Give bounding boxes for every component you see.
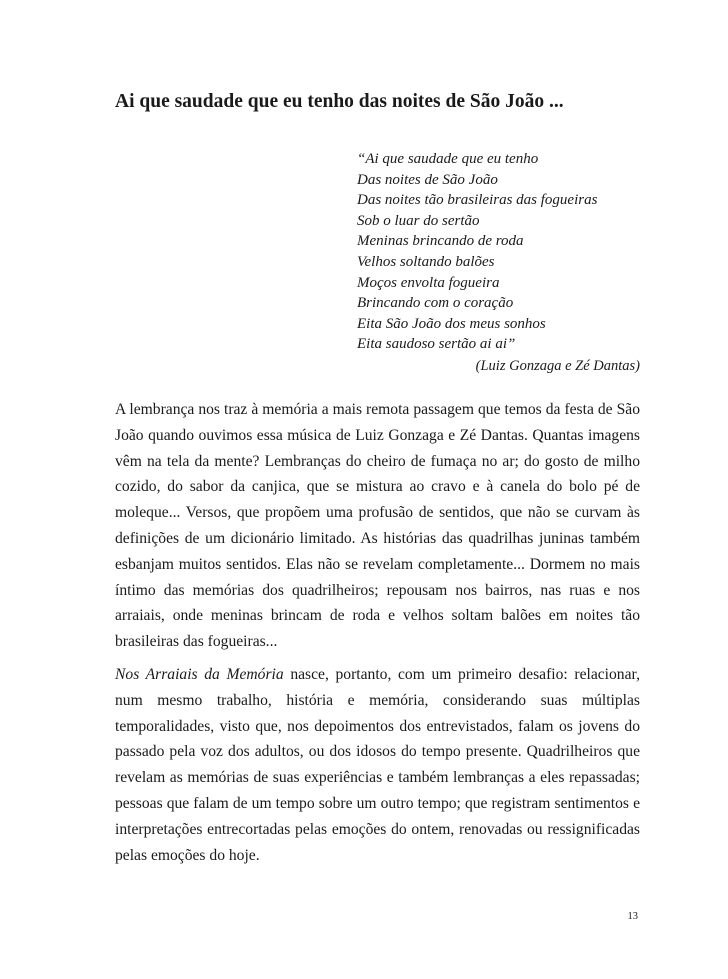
epigraph-attribution: (Luiz Gonzaga e Zé Dantas) (475, 357, 640, 374)
page-title: Ai que saudade que eu tenho das noites de São João ... (115, 91, 564, 112)
epigraph-line: “Ai que saudade que eu tenho (357, 151, 539, 167)
epigraph-line: Meninas brincando de roda (357, 233, 524, 250)
body-text (115, 397, 640, 868)
epigraph-line: Velhos soltando balões (357, 253, 495, 270)
epigraph-line: Eita saudoso sertão ai ai” (357, 336, 516, 353)
epigraph-line: Eita São João dos meus sonhos (357, 315, 546, 332)
paragraph-text: nasce, portanto, com um primeiro desafio: relacionar, num mesmo trabalho, história e memória, considerando suas múltiplas temporalidades, visto que, nos depoimentos dos entrevistados, falam os jovens do passado pela voz dos adultos, ou dos idosos do tempo presente. Quadrilheiros que revelam as memórias de suas experiências e também lembranças a eles repassadas; pessoas que falam de um tempo sobre um outro tempo; que registram sentimentos e interpretações entrecortadas pelas emoções do ontem, renovadas ou ressignificadas pelas emoções do hoje. (115, 665, 640, 864)
paragraph (115, 662, 640, 868)
epigraph-line: Das noites tão brasileiras das fogueiras (357, 192, 598, 209)
page-number: 13 (627, 911, 638, 922)
epigraph-line: Brincando com o coração (357, 295, 514, 312)
book-title-reference: Nos Arraiais da Memória (115, 665, 284, 683)
epigraph (357, 149, 640, 377)
paragraph: A lembrança nos traz à memória a mais remota passagem que temos da festa de São João quando ouvimos essa música de Luiz Gonzaga e Zé Dantas. Quantas imagens vêm na tela da mente? Lembranças do cheiro de fumaça no ar; do gosto de milho cozido, do sabor da canjica, que se mistura ao cravo e à canela do bolo pé de moleque... Versos, que propõem uma profusão de sentidos, que não se curvam às definições de um dicionário limitado. As histórias das quadrilhas juninas também esbanjam muitos sentidos. Elas não se revelam completamente... Dormem no mais íntimo das memórias dos quadrilheiros; repousam nos bairros, nas ruas e nos arraiais, onde meninas brincam de roda e velhos soltam balões em noites tão brasileiras das fogueiras... (115, 401, 640, 651)
epigraph-line: Moços envolta fogueira (357, 274, 500, 291)
epigraph-line: Sob o luar do sertão (357, 212, 480, 229)
epigraph-line: Das noites de São João (357, 171, 498, 188)
